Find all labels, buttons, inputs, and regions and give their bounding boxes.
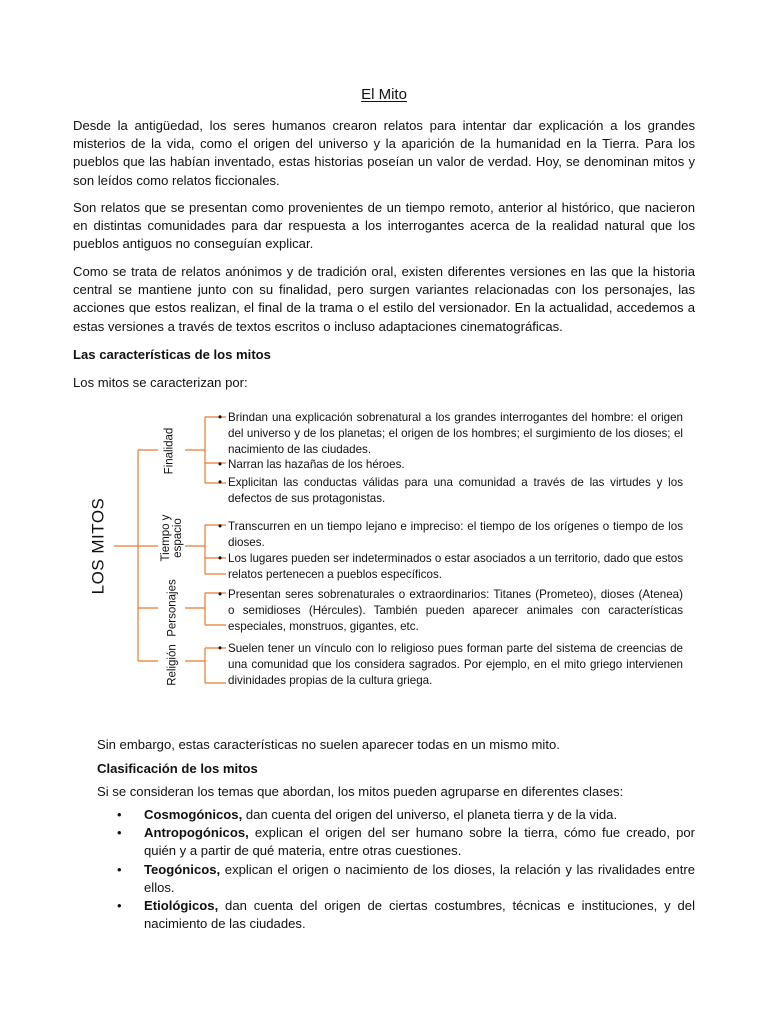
diagram-item: • Presentan seres sobrenaturales o extraordinarios: Titanes (Prometeo), dioses (Atenea) o semidioses (Hércules). También pueden aparecer animales con características especiales, monstruos, gigantes, etc.: [218, 588, 683, 633]
list-item: • Cosmogónicos, dan cuenta del origen del universo, el planeta tierra y de la vida.: [117, 807, 618, 822]
branch-label-finalidad: Finalidad: [163, 427, 176, 475]
however-paragraph: Sin embargo, estas características no suelen aparecer todas en un mismo mito.: [97, 737, 560, 752]
paragraph-intro: Desde la antigüedad, los seres humanos crearon relatos para intentar dar explicación a los grandes misterios de la vida, como el origen del universo y la aparición de la humanidad en la Tierra. Para los pueblos que las habían inventado, estas historias poseían un valor de verdad. Hoy, se denominan mitos y son leídos como relatos ficcionales.: [73, 118, 695, 188]
paragraph-origin: Son relatos que se presentan como provenientes de un tiempo remoto, anterior al histórico, que nacieron en distintas comunidades para dar respuesta a los interrogantes acerca de la realidad natural que los pueblos antiguos no conseguían explicar.: [73, 200, 695, 252]
branch-label-tiempo-espacio: Tiempo y espacio: [160, 514, 184, 562]
diagram-item: • Narran las hazañas de los héroes.: [218, 458, 405, 471]
diagram-item: • Suelen tener un vínculo con lo religioso pues forman parte del sistema de creencias de una comunidad que los considera sagrados. Por ejemplo, en el mito griego intervienen divinidades propias de la cultura griega.: [218, 642, 683, 687]
branch-label-personajes: Personajes: [166, 579, 179, 637]
characteristics-intro: Los mitos se caracterizan por:: [73, 375, 248, 390]
diagram-item: • Transcurren en un tiempo lejano e impreciso: el tiempo de los orígenes o tiempo de los dioses.: [218, 520, 683, 549]
diagram-item: • Los lugares pueden ser indeterminados o estar asociados a un territorio, dado que estos relatos pertenecen a pueblos específicos.: [218, 552, 684, 581]
diagram-root-label: LOS MITOS: [88, 497, 108, 595]
list-item: • Antropogónicos, explican el origen del ser humano sobre la tierra, cómo fue creado, por quién y a partir de qué materia, entre otras cuestiones.: [117, 825, 695, 859]
branch-label-religion: Religión: [166, 644, 179, 686]
classification-intro: Si se consideran los temas que abordan, los mitos pueden agruparse en diferentes clases:: [97, 784, 624, 799]
paragraph-versions: Como se trata de relatos anónimos y de tradición oral, existen diferentes versiones en las que la historia central se mantiene junto con su finalidad, pero surgen variantes relacionadas con los personajes, las acciones que estos realizan, el final de la trama o el estilo del versionador. En la actualidad, accedemos a estas versiones a través de textos escritos o incluso adaptaciones cinematográficas.: [73, 264, 695, 334]
list-item: • Teogónicos, explican el origen o nacimiento de los dioses, la relación y las rivalidades entre ellos.: [117, 861, 695, 895]
diagram-item: • Explicitan las conductas válidas para una comunidad a través de las virtudes y los defectos de sus protagonistas.: [218, 476, 683, 505]
list-item: • Etiológicos, dan cuenta del origen de ciertas costumbres, técnicas e instituciones, y del nacimiento de las ciudades.: [117, 898, 695, 932]
myths-diagram: [80, 403, 700, 693]
page-title: El Mito: [361, 86, 407, 103]
classification-list: [97, 806, 695, 933]
characteristics-heading: Las características de los mitos: [73, 347, 271, 362]
classification-heading: Clasificación de los mitos: [97, 761, 258, 776]
diagram-item: • Brindan una explicación sobrenatural a los grandes interrogantes del hombre: el origen del universo y de los planetas; el origen de los hombres; el surgimiento de los dioses; el nacimiento de las ciudades.: [218, 411, 683, 456]
